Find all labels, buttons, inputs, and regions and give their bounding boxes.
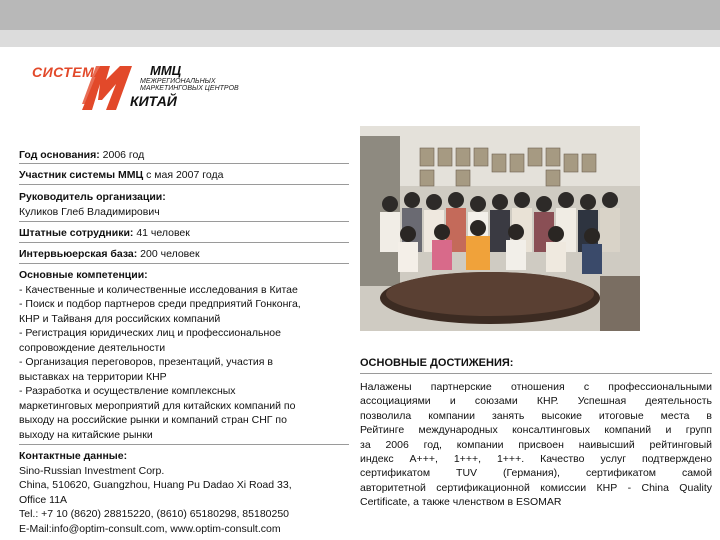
achievement-line: Налажены партнерские отношения с профессиональными — [360, 381, 712, 393]
divider — [19, 184, 349, 185]
competency-line: - Качественные и количественные исследования в Китае — [19, 283, 298, 296]
achievement-line: индекс А+++, 1+++, 1+++. Качество услуг подтверждено — [360, 453, 712, 466]
head-label: Руководитель организации: — [19, 191, 166, 203]
team-photo — [360, 126, 640, 331]
logo-kitai-text: КИТАЙ — [130, 93, 177, 109]
logo — [32, 60, 242, 112]
divider — [19, 444, 349, 445]
contacts-block — [19, 449, 349, 536]
competency-line: - Регистрация юридических лиц и профессиональное — [19, 327, 281, 339]
head-value: Куликов Глеб Владимирович — [19, 205, 160, 218]
achievement-line: Рейтинге международных консалтинговых компаний и групп — [360, 424, 712, 437]
divider — [19, 263, 349, 264]
logo-mmc-text: ММЦ — [150, 63, 182, 78]
member-value: с мая 2007 года — [143, 169, 224, 181]
logo-sistema-text: СИСТЕМА — [32, 64, 105, 80]
staff-value: 41 человек — [133, 227, 190, 239]
member-label: Участник системы ММЦ — [19, 169, 144, 181]
logo-center-text: МЕЖРЕГИОНАЛЬНЫХ МАРКЕТИНГОВЫХ ЦЕНТРОВ — [140, 78, 239, 92]
founded-label: Год основания: — [19, 149, 100, 161]
head-row — [19, 190, 349, 219]
member-row — [19, 168, 349, 183]
competency-line: выходу на китайские рынки — [19, 428, 153, 441]
achievement-line: Certificate, а также членством в ESOMAR — [360, 496, 562, 509]
achievement-line: ассоциациями и союзами КНР. Успешная деятельность — [360, 395, 712, 408]
competency-line: сопровождение деятельности — [19, 341, 166, 354]
divider — [19, 221, 349, 222]
achievement-line: за 2006 год, компании присвоен наивысший рейтинговый — [360, 438, 712, 451]
divider — [19, 163, 349, 164]
competency-line: КНР и Тайваня для российских компаний — [19, 312, 221, 325]
contact-line: Sino-Russian Investment Corp. — [19, 464, 165, 477]
competencies-block — [19, 268, 349, 442]
competency-line: - Поиск и подбор партнеров среди предприятий Гонконга, — [19, 298, 301, 310]
achievement-line: сертификатом TUV (Германия), сертификатом самой — [360, 467, 712, 480]
interviewers-row — [19, 247, 349, 262]
founded-value: 2006 год — [99, 149, 145, 161]
competency-line: выходу на российские рынки и компаний стран СНГ по — [19, 414, 287, 426]
achievement-line: позволила компании занять высокие итоговые места в — [360, 409, 712, 422]
contact-line: Office 11A — [19, 493, 68, 506]
contacts-label: Контактные данные: — [19, 450, 128, 462]
achievements-text — [360, 380, 712, 510]
competency-line: - Организация переговоров, презентаций, участия в — [19, 356, 273, 368]
contact-line: China, 510620, Guangzhou, Huang Pu Dadao Xi Road 33, — [19, 479, 292, 491]
sub-bar — [0, 30, 720, 47]
founded-row — [19, 148, 349, 163]
achievements-title: ОСНОВНЫЕ ДОСТИЖЕНИЯ: — [360, 357, 514, 369]
staff-label: Штатные сотрудники: — [19, 227, 134, 239]
divider — [19, 242, 349, 243]
competencies-label: Основные компетенции: — [19, 269, 148, 281]
interviewers-value: 200 человек — [137, 248, 200, 260]
competency-line: выставках на территории КНР — [19, 370, 167, 383]
staff-row — [19, 226, 349, 241]
achievement-line: авторитетной сертификационной комиссии КНР - China Quality — [360, 481, 712, 494]
competency-line: маркетинговых мероприятий для китайских компаний по — [19, 399, 296, 412]
competency-line: - Разработка и осуществление комплексных — [19, 385, 236, 397]
divider — [360, 373, 712, 374]
contact-line: E-Mail:info@optim-consult.com, www.optim-consult.com — [19, 522, 281, 535]
top-bar — [0, 0, 720, 30]
interviewers-label: Интервьюерская база: — [19, 248, 138, 260]
contact-line: Tel.: +7 10 (8620) 28815220, (8610) 65180298, 85180250 — [19, 508, 290, 520]
